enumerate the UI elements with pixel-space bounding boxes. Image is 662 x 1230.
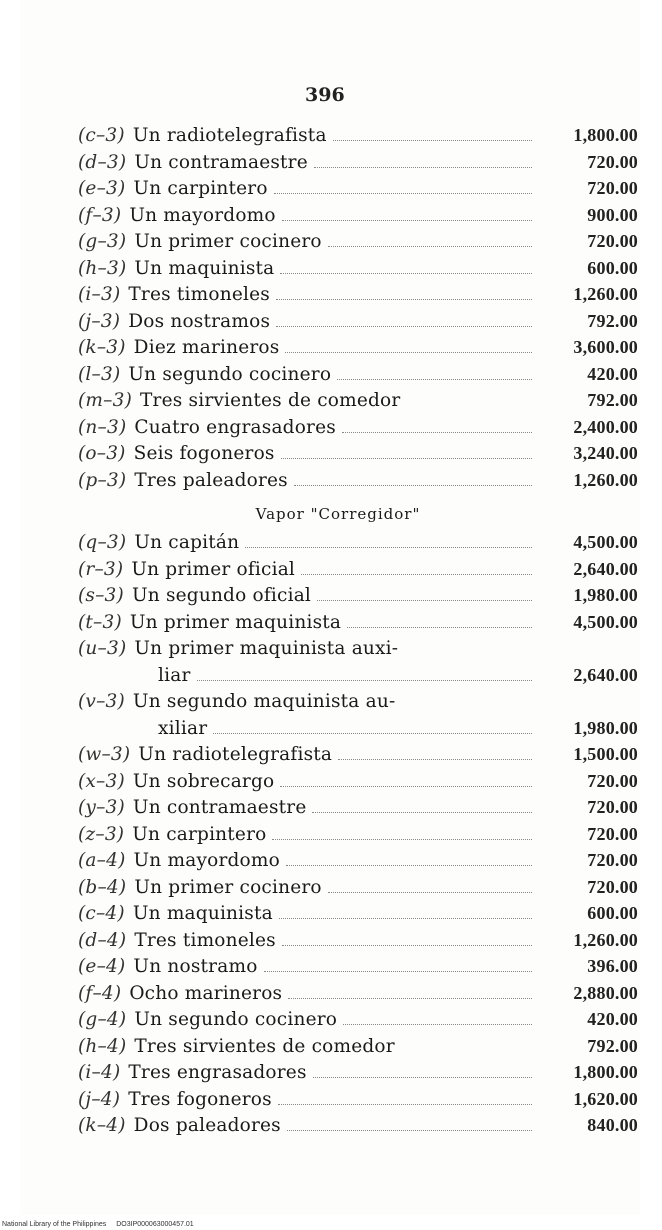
item-description: Un sobrecargo	[132, 770, 275, 792]
item-description: Cuatro engrasadores	[134, 416, 336, 438]
section-title: Vapor "Corregidor"	[255, 505, 421, 523]
dot-leader	[313, 1077, 532, 1078]
item-amount: 720.00	[587, 770, 638, 791]
item-description: Un contramaestre	[132, 797, 307, 818]
item-code: (j–3)	[78, 310, 121, 332]
item-amount: 2,400.00	[573, 416, 638, 437]
item-description: Un primer maquinista auxi-	[134, 638, 399, 659]
list-item	[78, 930, 638, 957]
list-item	[78, 691, 638, 718]
list-item	[78, 638, 638, 665]
item-description: Un primer oficial	[131, 558, 296, 580]
item-amount: 720.00	[587, 850, 638, 870]
list-item	[78, 744, 638, 771]
item-description: Tres sirvientes de comedor	[134, 1035, 395, 1057]
list-item	[78, 1009, 638, 1036]
item-code: (k–3)	[78, 337, 126, 358]
dot-leader	[278, 1104, 532, 1105]
item-code: (c–3)	[78, 125, 125, 146]
item-code: (w–3)	[78, 744, 131, 765]
list-item	[78, 1036, 638, 1063]
dot-leader	[281, 458, 532, 459]
dot-leader	[328, 892, 532, 893]
dot-leader	[287, 1130, 532, 1131]
item-code: (t–3)	[78, 611, 122, 633]
item-code: (n–3)	[78, 416, 127, 438]
item-code: (f–4)	[78, 982, 122, 1004]
item-amount: 420.00	[587, 1009, 638, 1029]
item-amount: 720.00	[587, 178, 638, 198]
list-item	[78, 1062, 638, 1089]
item-code: (e–4)	[78, 956, 126, 977]
list-item	[78, 178, 638, 205]
item-amount: 600.00	[587, 903, 638, 923]
item-amount: 420.00	[587, 363, 638, 384]
item-amount: 600.00	[587, 257, 638, 278]
dot-leader	[280, 273, 532, 274]
item-code: (x–3)	[78, 770, 125, 792]
item-description: Tres sirvientes de comedor	[140, 390, 401, 411]
item-amount: 792.00	[587, 1035, 638, 1056]
item-code: (i–3)	[78, 284, 121, 305]
item-amount: 1,980.00	[573, 717, 638, 738]
item-amount: 840.00	[587, 1115, 638, 1135]
item-description: Un primer maquinista	[129, 611, 342, 633]
item-code: (g–4)	[78, 1009, 127, 1030]
dot-leader	[337, 379, 532, 380]
list-item	[78, 850, 638, 877]
dot-leader	[282, 945, 532, 946]
item-amount: 3,240.00	[573, 443, 638, 463]
dot-leader	[294, 485, 532, 486]
dot-leader	[288, 998, 532, 999]
salary-list	[78, 125, 638, 1142]
item-code: (b–4)	[78, 876, 127, 898]
item-description: Un segundo cocinero	[134, 1009, 338, 1030]
item-code: (z–3)	[78, 823, 125, 845]
page-number: 396	[305, 84, 345, 106]
list-item	[78, 311, 638, 338]
item-amount: 720.00	[587, 151, 638, 172]
item-description: Un segundo cocinero	[128, 363, 332, 385]
item-code: (y–3)	[78, 797, 125, 818]
item-amount: 900.00	[587, 204, 638, 225]
list-item	[78, 258, 638, 285]
item-description: Un mayordomo	[129, 204, 276, 226]
list-item-continuation	[78, 718, 638, 745]
dot-leader	[317, 600, 532, 601]
item-description: Tres timoneles	[134, 929, 276, 951]
item-amount: 720.00	[587, 231, 638, 251]
item-description: Un capitán	[134, 532, 240, 553]
dot-leader	[286, 865, 532, 866]
item-amount: 2,640.00	[573, 558, 638, 579]
item-description: Seis fogoneros	[133, 443, 275, 464]
dot-leader	[314, 167, 532, 168]
footer-library: National Library of the Philippines	[2, 1221, 107, 1228]
list-item	[78, 903, 638, 930]
item-code: (h–3)	[78, 257, 127, 279]
list-item	[78, 797, 638, 824]
item-description: Dos paleadores	[133, 1115, 281, 1136]
item-amount: 3,600.00	[573, 337, 638, 357]
item-code: (o–3)	[78, 443, 126, 464]
item-description: Un radiotelegrafista	[132, 125, 327, 146]
item-description: Dos nostramos	[128, 310, 271, 332]
list-item	[78, 956, 638, 983]
item-description: Un nostramo	[133, 956, 258, 977]
item-amount: 1,260.00	[573, 284, 638, 304]
bottom-rows	[78, 532, 638, 1142]
dot-leader	[347, 627, 532, 628]
top-rows	[78, 125, 638, 496]
item-code: (h–4)	[78, 1035, 127, 1057]
item-description: Un primer cocinero	[134, 876, 322, 898]
list-item	[78, 152, 638, 179]
dot-leader	[276, 299, 532, 300]
item-amount: 2,880.00	[573, 982, 638, 1003]
item-amount: 792.00	[587, 310, 638, 331]
dot-leader	[328, 246, 532, 247]
dot-leader	[276, 326, 532, 327]
list-item	[78, 824, 638, 851]
dot-leader	[342, 432, 532, 433]
item-description: Un carpintero	[132, 823, 267, 845]
list-item	[78, 390, 638, 417]
dot-leader	[264, 971, 532, 972]
item-amount: 720.00	[587, 797, 638, 817]
list-item	[78, 532, 638, 559]
item-code: (j–4)	[78, 1088, 121, 1110]
list-item	[78, 983, 638, 1010]
item-description: Tres paleadores	[134, 469, 288, 491]
dot-leader	[280, 786, 532, 787]
item-amount: 1,980.00	[573, 585, 638, 605]
item-amount: 1,800.00	[573, 1062, 638, 1082]
dot-leader	[312, 812, 532, 813]
footer	[2, 1221, 202, 1228]
list-item	[78, 417, 638, 444]
item-amount: 4,500.00	[573, 532, 638, 552]
list-item	[78, 612, 638, 639]
item-description: Un contramaestre	[134, 151, 308, 173]
item-code: (g–3)	[78, 231, 127, 252]
list-item	[78, 205, 638, 232]
item-description: Un segundo oficial	[131, 585, 312, 606]
item-description: Ocho marineros	[129, 982, 283, 1004]
dot-leader	[272, 839, 532, 840]
list-item	[78, 1089, 638, 1116]
list-item	[78, 877, 638, 904]
list-item	[78, 559, 638, 586]
list-item	[78, 443, 638, 470]
item-code: (f–3)	[78, 204, 122, 226]
dot-leader	[279, 918, 532, 919]
item-code: (e–3)	[78, 178, 126, 199]
footer-id: DO3IP000063000457.01	[116, 1221, 194, 1228]
item-description: Un maquinista	[134, 257, 275, 279]
item-description: Tres fogoneros	[128, 1088, 272, 1110]
item-amount: 1,260.00	[573, 929, 638, 950]
item-description: Diez marineros	[133, 337, 280, 358]
item-description: Tres engrasadores	[128, 1062, 307, 1083]
dot-leader	[274, 193, 532, 194]
item-description: Un radiotelegrafista	[138, 744, 333, 765]
item-description: Un primer cocinero	[134, 231, 322, 252]
item-description: Un maquinista	[132, 903, 273, 924]
item-amount: 4,500.00	[573, 611, 638, 632]
item-description: Tres timoneles	[128, 284, 270, 305]
list-item	[78, 771, 638, 798]
item-amount: 792.00	[587, 390, 638, 410]
dot-leader	[197, 680, 532, 681]
dot-leader	[333, 140, 532, 141]
item-code: (k–4)	[78, 1115, 126, 1136]
list-item	[78, 284, 638, 311]
dot-leader	[285, 352, 532, 353]
item-code: (l–3)	[78, 363, 121, 385]
list-item	[78, 585, 638, 612]
item-code: (d–3)	[78, 151, 127, 173]
item-amount: 396.00	[587, 956, 638, 976]
item-amount: 1,260.00	[573, 469, 638, 490]
dot-leader	[338, 759, 532, 760]
item-amount: 720.00	[587, 823, 638, 844]
item-amount: 1,620.00	[573, 1088, 638, 1109]
item-code: (i–4)	[78, 1062, 121, 1083]
dot-leader	[343, 1024, 532, 1025]
item-code: (d–4)	[78, 929, 127, 951]
list-item	[78, 337, 638, 364]
item-amount: 720.00	[587, 876, 638, 897]
dot-leader	[301, 574, 532, 575]
list-item-continuation	[78, 665, 638, 692]
list-item	[78, 364, 638, 391]
item-description-continuation: liar	[158, 664, 191, 686]
item-description: Un mayordomo	[133, 850, 280, 871]
item-code: (q–3)	[78, 532, 127, 553]
item-code: (r–3)	[78, 558, 124, 580]
item-description: Un carpintero	[133, 178, 268, 199]
item-code: (a–4)	[78, 850, 126, 871]
item-code: (p–3)	[78, 469, 127, 491]
item-amount: 1,500.00	[573, 744, 638, 764]
list-item	[78, 470, 638, 497]
item-amount: 1,800.00	[573, 125, 638, 145]
list-item	[78, 1115, 638, 1142]
item-description: Un segundo maquinista au-	[132, 691, 396, 712]
dot-leader	[213, 733, 532, 734]
list-item	[78, 125, 638, 152]
item-code: (v–3)	[78, 691, 125, 712]
dot-leader	[282, 220, 532, 221]
dot-leader	[245, 547, 532, 548]
item-description-continuation: xiliar	[158, 717, 208, 739]
item-amount: 2,640.00	[573, 664, 638, 685]
list-item	[78, 231, 638, 258]
item-code: (s–3)	[78, 585, 124, 606]
document-page	[20, 0, 640, 1215]
item-code: (u–3)	[78, 638, 127, 659]
item-code: (c–4)	[78, 903, 125, 924]
item-code: (m–3)	[78, 390, 132, 411]
